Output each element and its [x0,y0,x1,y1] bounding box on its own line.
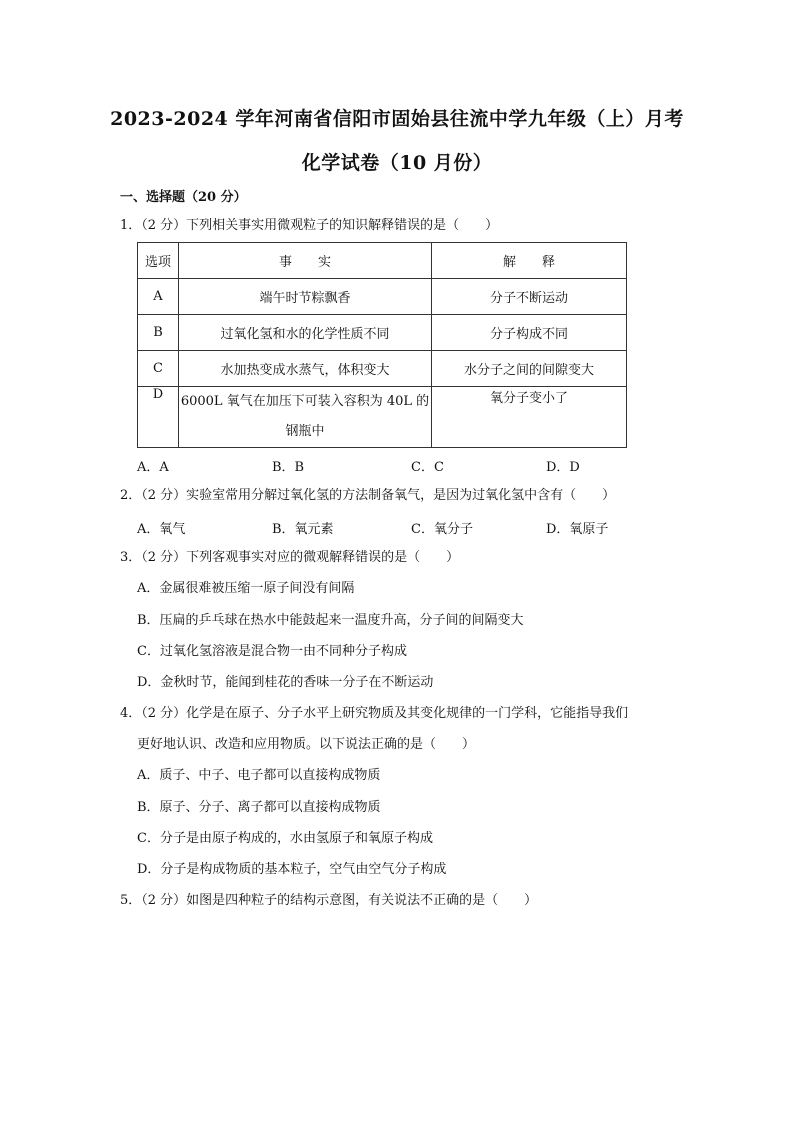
question-3-option-d: D．金秋时节，能闻到桂花的香味一分子在不断运动 [137,675,434,690]
question-4-option-a: A．质子、中子、电子都可以直接构成物质 [137,768,381,783]
row-fact: 过氧化氢和水的化学性质不同 [179,315,432,351]
section-heading: 一、选择题（20 分） [120,190,247,205]
header-fact: 事 实 [179,243,432,279]
question-4-option-b: B．原子、分子、离子都可以直接构成物质 [137,800,381,815]
row-fact: 水加热变成水蒸气，体积变大 [179,351,432,387]
row-option: D [138,387,179,448]
row-fact: 端午时节粽飘香 [179,279,432,315]
row-option: B [138,315,179,351]
row-fact-line1: 6000L 氧气在加压下可装入容积为 40L 的 [180,394,430,409]
table-row [138,279,627,315]
question-1-option-d: D．D [546,460,580,475]
row-explanation: 分子不断运动 [432,279,627,315]
table-row [138,387,627,448]
question-1-option-a: A．A [137,460,169,475]
question-3-stem: 3．（2 分）下列客观事实对应的微观解释错误的是（ ） [120,550,460,565]
row-fact-line2: 钢瓶中 [285,424,325,439]
table-row [138,315,627,351]
row-explanation: 水分子之间的间隙变大 [432,351,627,387]
question-2-stem: 2．（2 分）实验室常用分解过氧化氢的方法制备氧气，是因为过氧化氢中含有（ ） [120,488,616,503]
question-4-stem-line1: 4．（2 分）化学是在原子、分子水平上研究物质及其变化规律的一门学科，它能指导我们 [120,706,629,721]
row-option: C [138,351,179,387]
table-row [138,351,627,387]
question-4-stem-line2: 更好地认识、改造和应用物质。以下说法正确的是（ ） [137,737,476,752]
question-1-option-c: C．C [411,460,444,475]
row-explanation: 氧分子变小了 [432,387,627,448]
question-2-option-a: A．氧气 [137,522,186,537]
header-option: 选项 [138,243,179,279]
question-4-option-d: D．分子是构成物质的基本粒子，空气由空气分子构成 [137,862,447,877]
question-2-option-c: C．氧分子 [411,522,473,537]
question-2-option-b: B．氧元素 [272,522,334,537]
question-3-option-c: C．过氧化氢溶液是混合物一由不同种分子构成 [137,644,407,659]
row-explanation: 分子构成不同 [432,315,627,351]
exam-title-line1: 2023-2024 学年河南省信阳市固始县往流中学九年级（上）月考 [110,108,684,130]
question-1-stem: 1．（2 分）下列相关事实用微观粒子的知识解释错误的是（ ） [120,218,499,233]
table-header-row [138,243,627,279]
question-5-stem: 5．（2 分）如图是四种粒子的结构示意图，有关说法不正确的是（ ） [120,893,538,908]
exam-title-line2: 化学试卷（10 月份） [301,152,493,174]
question-1-table [137,242,627,448]
row-option: A [138,279,179,315]
row-fact [179,387,432,448]
question-4-option-c: C．分子是由原子构成的，水由氢原子和氧原子构成 [137,831,433,846]
question-2-option-d: D．氧原子 [546,522,609,537]
question-3-option-b: B．压扁的乒乓球在热水中能鼓起来一温度升高，分子间的间隔变大 [137,613,524,628]
header-explanation: 解 释 [432,243,627,279]
question-1-option-b: B．B [272,460,305,475]
question-3-option-a: A．金属很难被压缩一原子间没有间隔 [137,581,355,596]
